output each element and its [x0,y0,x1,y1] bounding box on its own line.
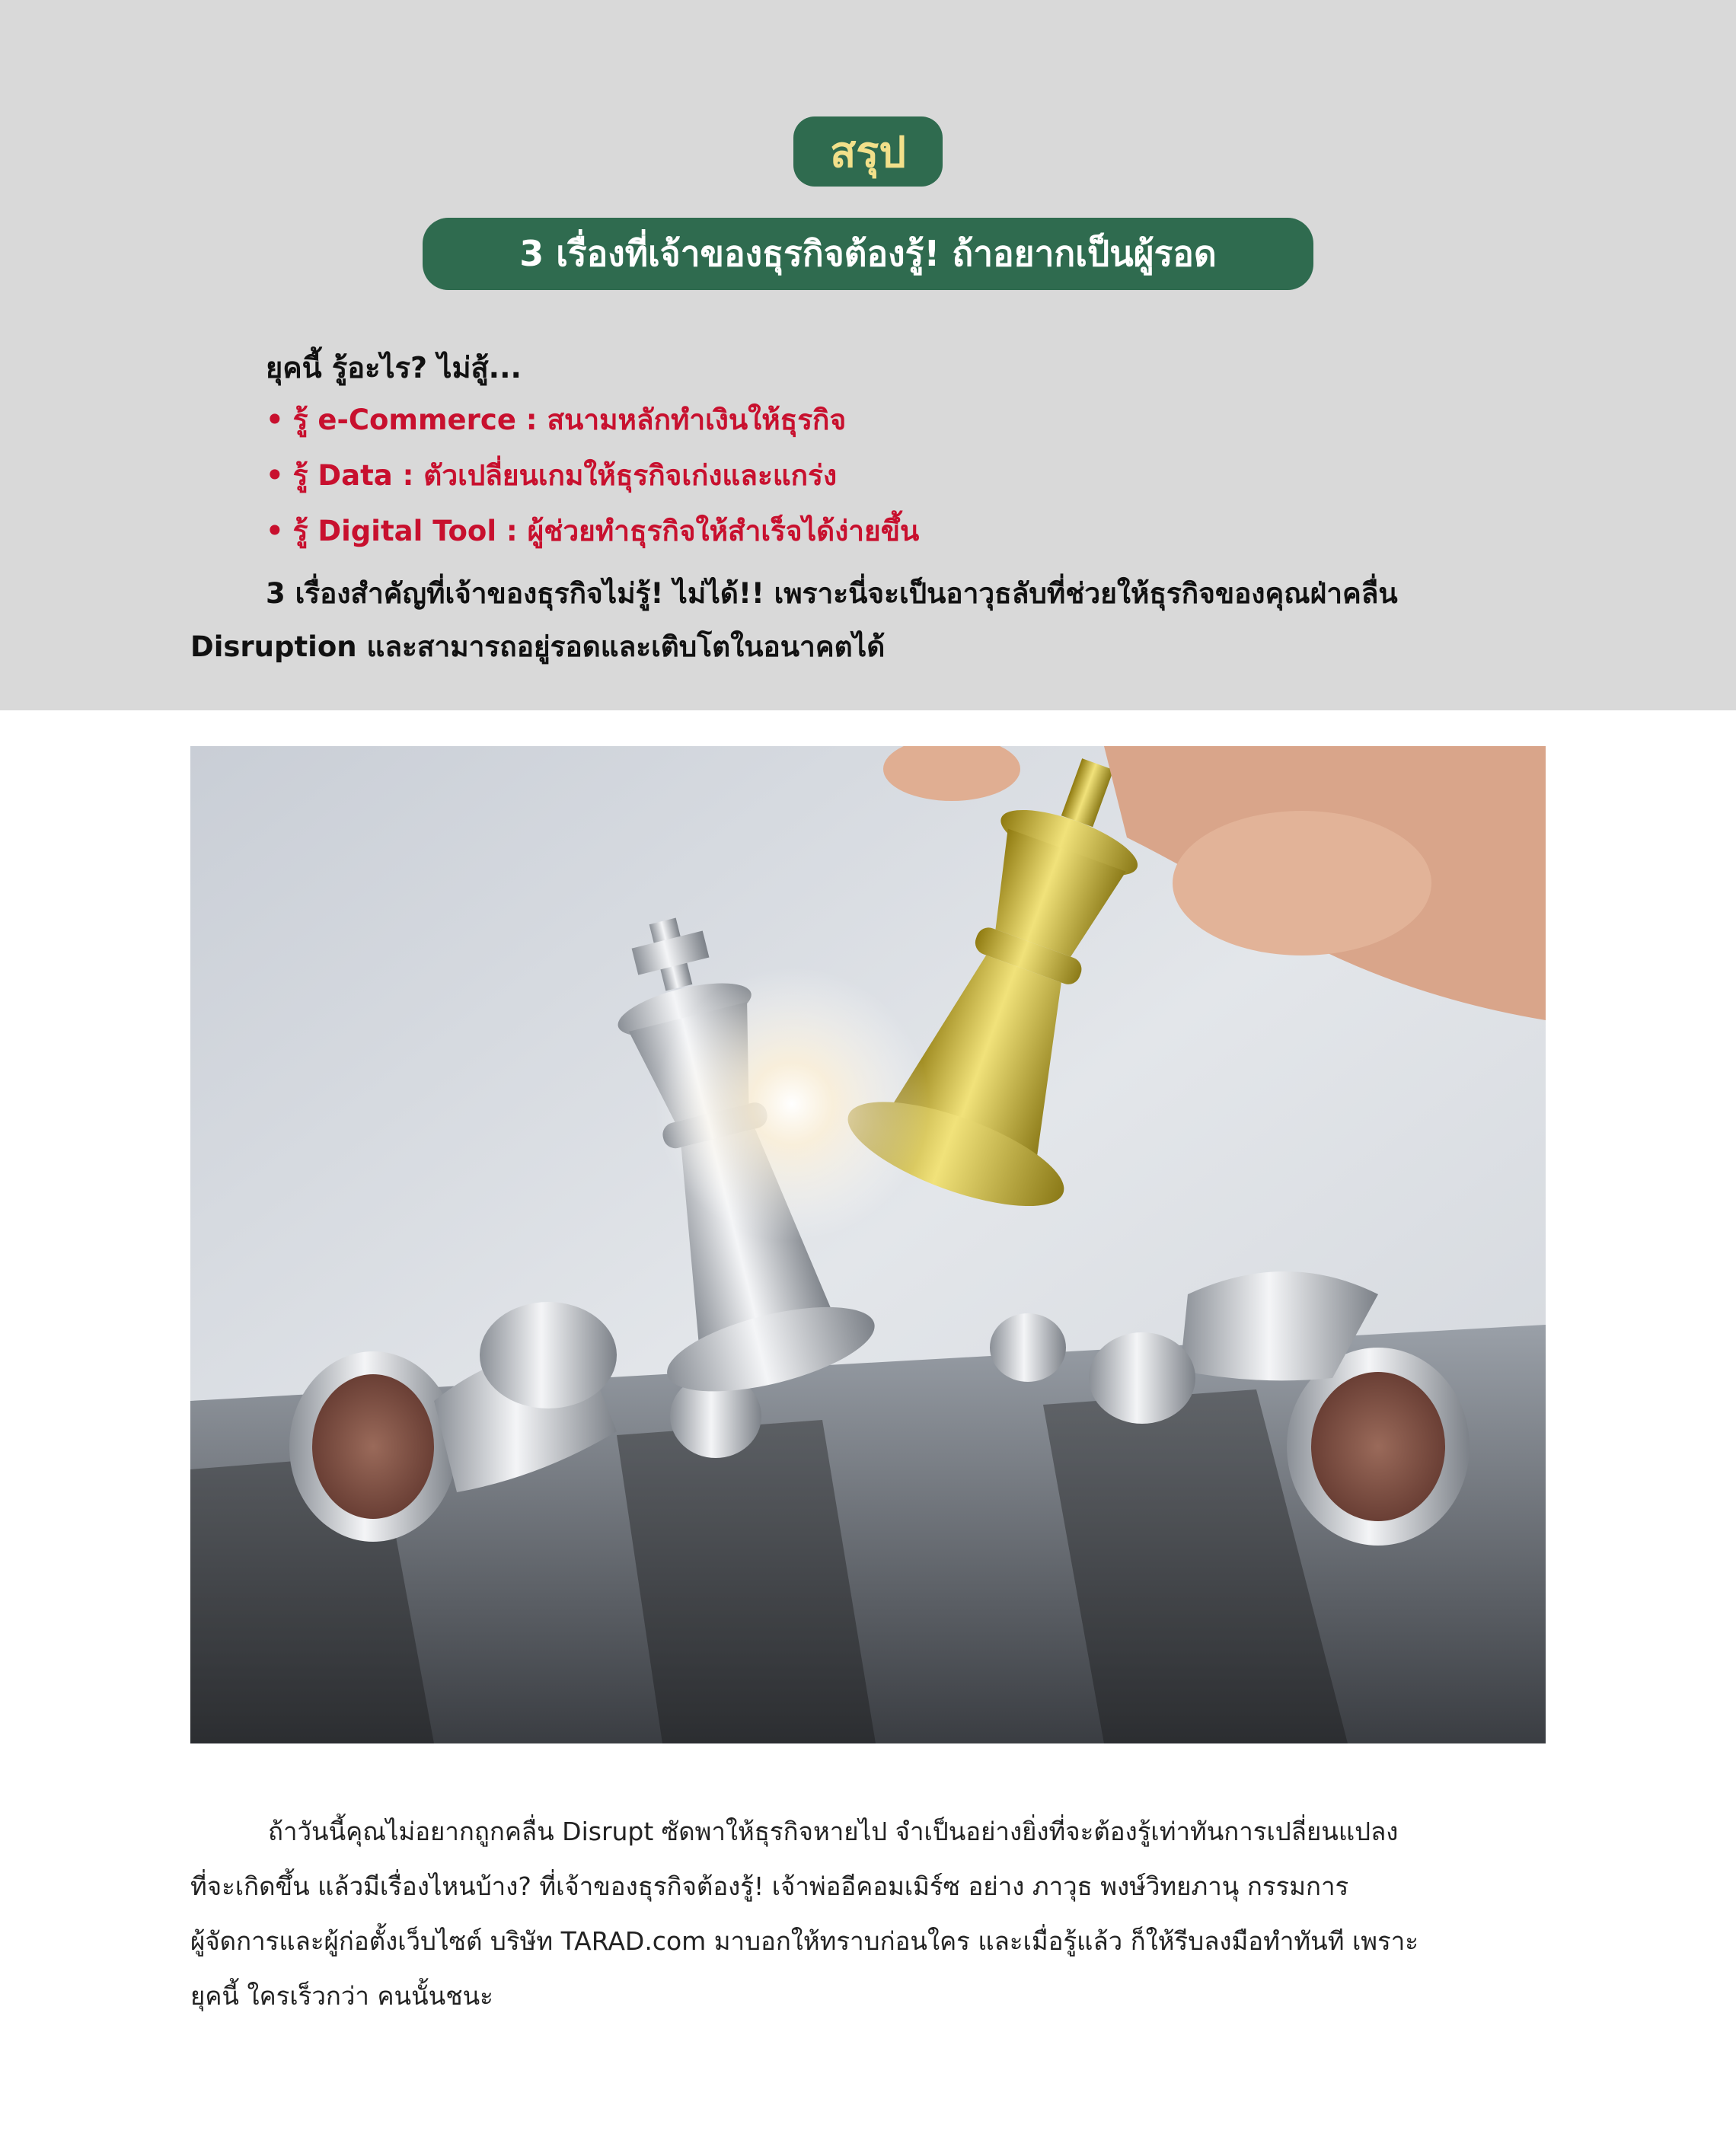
bullet-dot-icon: • [266,459,284,492]
lead-paragraph [190,567,1553,674]
bullet-dot-icon: • [266,515,284,547]
summary-title [793,116,943,187]
intro-text: ยุคนี้ รู้อะไร? ไม่สู้... [266,351,522,384]
body-line: ยุคนี้ ใครเร็วกว่า คนนั้นชนะ [190,1981,493,2011]
chess-king-toppled-image [190,746,1546,1743]
body-paragraph [190,1804,1546,2024]
body-line: ผู้จัดการและผู้ก่อตั้งเว็บไซต์ บริษัท TARAD.com มาบอกให้ทราบก่อนใคร และเมื่อรู้แล้ว ก็ให้รีบลงมือทำทันที เพราะ [190,1926,1418,1956]
bullet-item [266,397,919,453]
bullet-label: รู้ e-Commerce : สนามหลักทำเงินให้ธุรกิจ [292,404,847,436]
chess-photo [190,746,1546,1743]
body-line: ที่จะเกิดขึ้น แล้วมีเรื่องไหนบ้าง? ที่เจ้าของธุรกิจต้องรู้! เจ้าพ่ออีคอมเมิร์ซ อย่าง ภาวุธ พงษ์วิทยภานุ กรรมการ [190,1871,1349,1901]
lead-line: 3 เรื่องสำคัญที่เจ้าของธุรกิจไม่รู้! ไม่ได้!! เพราะนี่จะเป็นอาวุธลับที่ช่วยให้ธุรกิจของคุณฝ่าคลื่น [266,577,1398,610]
lead-line: Disruption และสามารถอยู่รอดและเติบโตในอนาคตได้ [190,630,886,663]
bullet-label: รู้ Digital Tool : ผู้ช่วยทำธุรกิจให้สำเร็จได้ง่ายขึ้น [292,515,920,547]
summary-subtitle-text: 3 เรื่องที่เจ้าของธุรกิจต้องรู้! ถ้าอยากเป็นผู้รอด [519,233,1217,274]
bullet-item [266,509,919,564]
summary-title-text: สรุป [830,127,906,177]
body-line: ถ้าวันนี้คุณไม่อยากถูกคลื่น Disrupt ซัดพาให้ธุรกิจหายไป จำเป็นอย่างยิ่งที่จะต้องรู้เท่าทันการเปลี่ยนแปลง [268,1817,1399,1846]
bullet-label: รู้ Data : ตัวเปลี่ยนเกมให้ธุรกิจเก่งและแกร่ง [292,459,838,492]
bullet-item [266,453,919,509]
bullet-list [266,397,919,564]
bullet-dot-icon: • [266,404,284,436]
summary-subtitle [423,218,1313,290]
